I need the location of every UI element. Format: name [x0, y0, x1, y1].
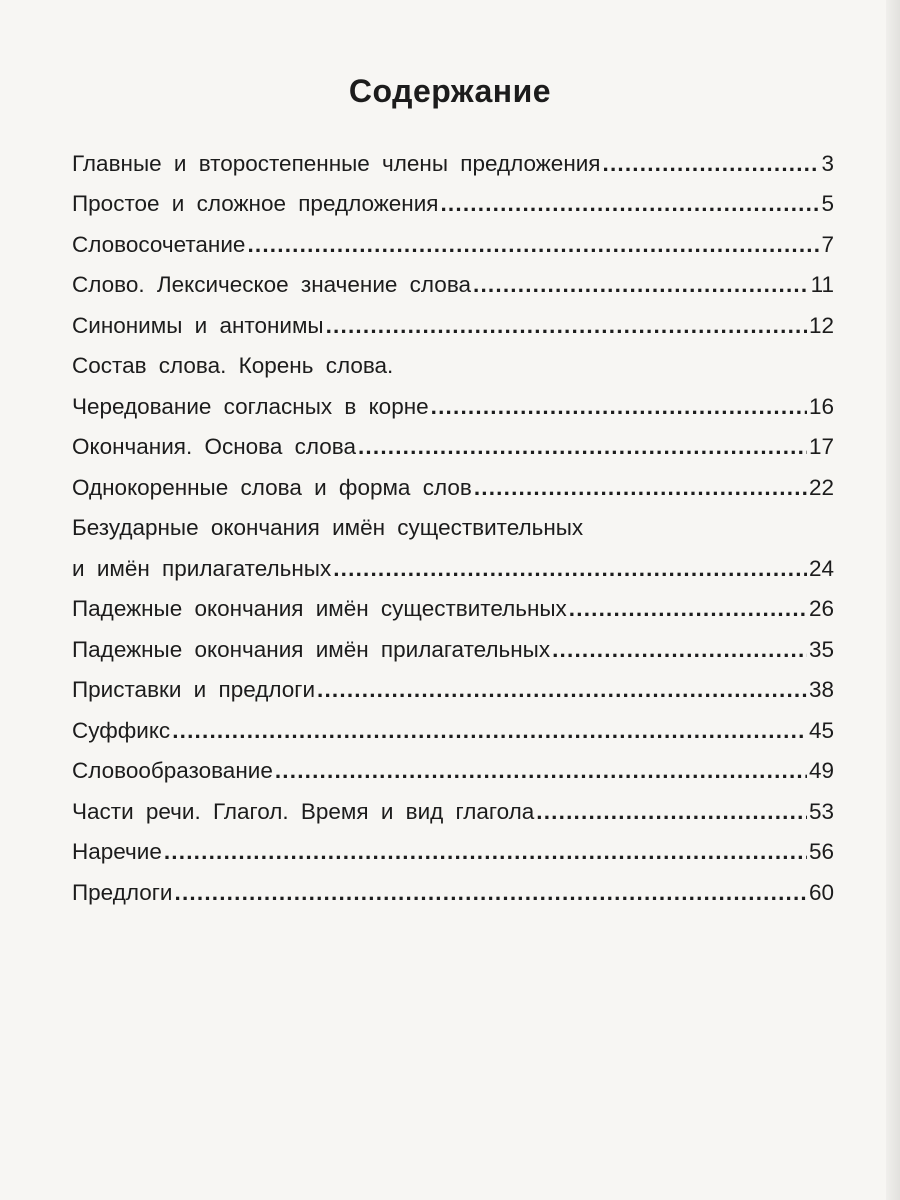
- toc-page-number: 24: [808, 555, 834, 581]
- toc-page-number: 16: [808, 393, 834, 419]
- toc-page-number: 26: [808, 596, 834, 621]
- toc-page-number: 17: [808, 434, 834, 459]
- toc-entry: [72, 259, 834, 300]
- toc-entry-title: Окончания. Основа слова: [72, 434, 356, 459]
- dot-leader: [473, 271, 809, 299]
- dot-leader: [552, 636, 807, 664]
- dot-leader: [333, 555, 807, 583]
- toc-entry-title: Однокоренные слова и форма слов: [72, 474, 472, 500]
- toc-entry-title: Словосочетание: [72, 231, 246, 257]
- toc-entry-title: Предлоги: [72, 879, 173, 905]
- dot-leader: [326, 312, 807, 340]
- toc-page-number: 38: [808, 677, 834, 702]
- toc-entry-title: Суффикс: [72, 717, 171, 743]
- toc-entry: [72, 664, 834, 705]
- toc-entry-title: Чередование согласных в корне: [72, 393, 429, 419]
- toc-entry: [72, 866, 834, 907]
- toc-entry: [72, 380, 834, 421]
- dot-leader: [358, 433, 807, 461]
- dot-leader: [247, 231, 819, 259]
- toc-entry: [72, 623, 834, 664]
- toc-entry: [72, 299, 834, 340]
- table-of-contents: [72, 137, 834, 907]
- toc-page-number: 11: [810, 272, 834, 297]
- dot-leader: [275, 757, 807, 785]
- toc-entry-title: Падежные окончания имён существительных: [72, 596, 567, 621]
- toc-entry-title: Приставки и предлоги: [72, 677, 316, 702]
- toc-page-number: 53: [808, 798, 834, 824]
- toc-entry: [72, 178, 834, 219]
- toc-entry-title: Безударные окончания имён существительных: [72, 515, 584, 540]
- toc-page-number: 12: [808, 312, 834, 338]
- toc-entry-title: Словообразование: [72, 758, 273, 783]
- toc-entry: [72, 826, 834, 867]
- toc-entry-title: Падежные окончания имён прилагательных: [72, 636, 551, 662]
- toc-entry: [72, 542, 834, 583]
- toc-entry-title: Главные и второстепенные члены предложения: [72, 150, 601, 176]
- toc-entry-title: и имён прилагательных: [72, 555, 332, 581]
- dot-leader: [172, 717, 807, 745]
- toc-entry-continued: [72, 502, 834, 543]
- toc-page-number: 56: [808, 839, 834, 864]
- toc-page-number: 5: [821, 191, 834, 216]
- toc-entry: [72, 583, 834, 624]
- dot-leader: [569, 595, 807, 623]
- toc-entry-title: Слово. Лексическое значение слова: [72, 272, 472, 297]
- toc-page-number: 35: [808, 636, 834, 662]
- toc-entry-continued: [72, 340, 834, 381]
- toc-entry: [72, 421, 834, 462]
- toc-page-number: 7: [821, 231, 834, 257]
- dot-leader: [431, 393, 807, 421]
- toc-entry: [72, 745, 834, 786]
- toc-entry-title: Простое и сложное предложения: [72, 191, 439, 216]
- page-title: Содержание: [348, 73, 552, 110]
- toc-entry-title: Части речи. Глагол. Время и вид глагола: [72, 798, 535, 824]
- page-edge: [886, 0, 900, 1200]
- dot-leader: [164, 838, 807, 866]
- toc-page-number: 49: [808, 758, 834, 783]
- toc-page-number: 22: [808, 474, 834, 500]
- dot-leader: [440, 190, 819, 218]
- dot-leader: [175, 879, 807, 907]
- toc-page-number: 45: [808, 717, 834, 743]
- dot-leader: [603, 150, 820, 178]
- dot-leader: [536, 798, 807, 826]
- toc-entry: [72, 218, 834, 259]
- toc-page-number: 60: [808, 879, 834, 905]
- toc-entry: [72, 704, 834, 745]
- toc-entry-title: Наречие: [72, 839, 162, 864]
- dot-leader: [474, 474, 807, 502]
- toc-entry: [72, 785, 834, 826]
- dot-leader: [317, 676, 807, 704]
- toc-entry: [72, 137, 834, 178]
- toc-entry-title: Состав слова. Корень слова.: [72, 353, 394, 378]
- toc-page-number: 3: [821, 150, 834, 176]
- toc-entry-title: Синонимы и антонимы: [72, 312, 324, 338]
- toc-entry: [72, 461, 834, 502]
